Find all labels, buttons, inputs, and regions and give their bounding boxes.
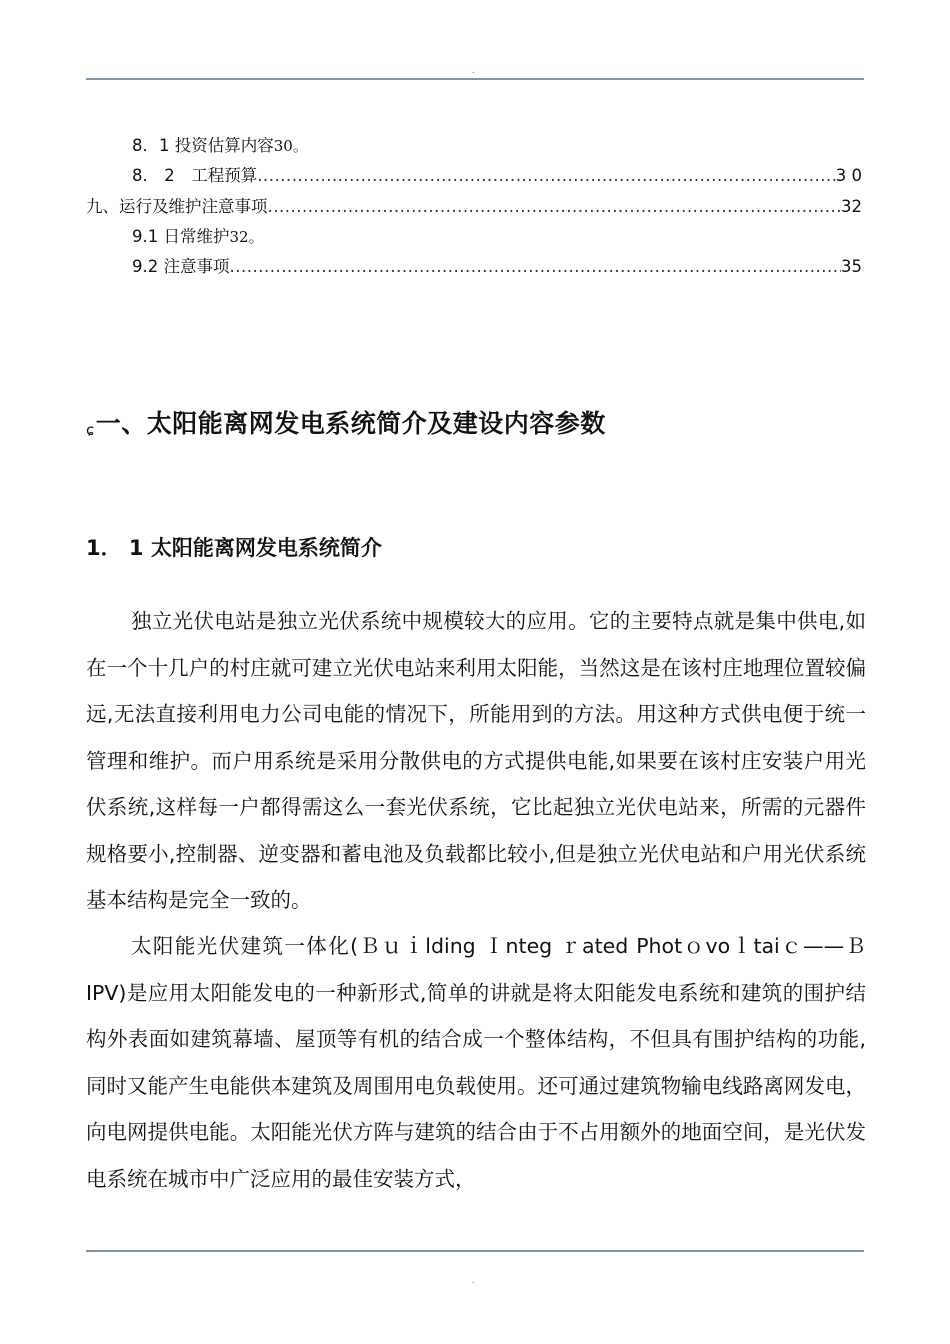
toc-leader-dots <box>268 195 842 219</box>
toc-item-chapter-9[interactable] <box>86 195 862 219</box>
footer-marker: . <box>472 1276 475 1285</box>
toc-item-page: 35 <box>841 257 862 276</box>
chapter-heading-text: 一、太阳能离网发电系统简介及建设内容参数 <box>95 409 606 438</box>
chapter-heading <box>86 404 606 440</box>
body-paragraph-2 <box>86 923 866 1202</box>
paragraph-text: 太阳能光伏建筑一体化(Ｂｕｉlding Ｉnteg ｒated Photｏvoｌtaiｃ——ＢIPV)是应用太阳能发电的一种新形式,简单的讲就是将太阳能发电系统和建筑的围护结构外表面如建筑幕墙、屋顶等有机的结合成一个整体结构，不但具有围护结构的功能,同时又能产生电能供本建筑及周围用电负载使用。还可通过建筑物输电线路离网发电，向电网提供电能。太阳能光伏方阵与建筑的结合由于不占用额外的地面空间，是光伏发电系统在城市中广泛应用的最佳安装方式， <box>86 934 866 1191</box>
toc-item-8-2[interactable] <box>86 164 862 188</box>
toc-item-9-1[interactable] <box>86 225 862 249</box>
toc-item-9-2[interactable] <box>86 255 862 279</box>
header-marker: . <box>472 66 475 75</box>
section-heading: 1． 1 太阳能离网发电系统简介 <box>86 536 382 560</box>
toc-item-label: 8． 2 工程预算 <box>132 166 258 185</box>
body-paragraph-1 <box>86 598 866 924</box>
toc-item-label: 8．1 投资估算内容 <box>132 136 274 155</box>
toc-item-page: 32 <box>841 197 862 216</box>
toc-item-label: 9.2 注意事项 <box>132 257 230 276</box>
header-rule <box>86 78 864 80</box>
toc-item-8-1[interactable] <box>86 134 862 158</box>
paragraph-text: 独立光伏电站是独立光伏系统中规模较大的应用。它的主要特点就是集中供电,如在一个十几户的村庄就可建立光伏电站来利用太阳能，当然这是在该村庄地理位置较偏远,无法直接利用电力公司电能的情况下，所能用到的方法。用这种方式供电便于统一管理和维护。而户用系统是采用分散供电的方式提供电能,如果要在该村庄安装户用光伏系统,这样每一户都得需这么一套光伏系统，它比起独立光伏电站来，所需的元器件规格要小,控制器、逆变器和蓄电池及负载都比较小,但是独立光伏电站和户用光伏系统基本结构是完全一致的。 <box>86 609 866 912</box>
toc-leader-dots <box>257 164 836 188</box>
toc-item-page: 30。 <box>273 137 308 155</box>
footer-rule <box>86 1250 864 1252</box>
heading-marker: ɕ <box>86 421 95 439</box>
toc-leader-dots <box>230 255 842 279</box>
toc-item-label: 9.1 日常维护 <box>132 227 230 246</box>
toc-item-page: 32。 <box>229 228 264 246</box>
toc-item-label: 九、运行及维护注意事项 <box>86 197 268 216</box>
toc-item-page: 3 0 <box>835 166 862 185</box>
